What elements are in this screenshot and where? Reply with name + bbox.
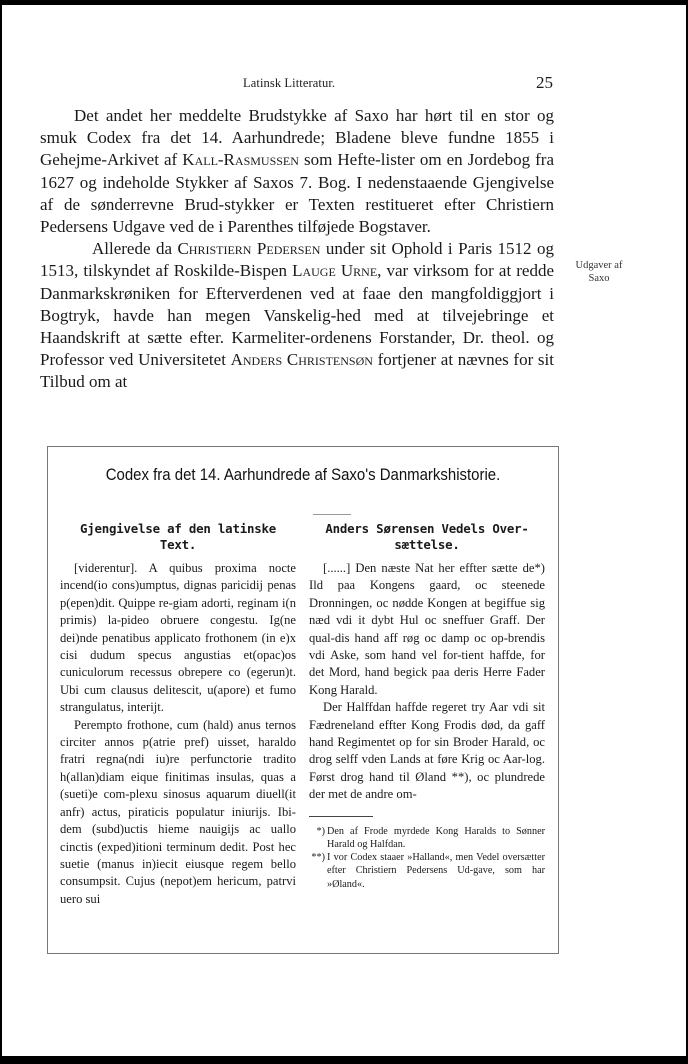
person-name: Kall-Rasmussen bbox=[182, 150, 299, 170]
danish-paragraph: Der Halffdan haffde regeret try Aar vdi sit Fædreneland effter Kong Frodis død, da gaff hand Regimentet op for sin Broder Harald, oc drog selff vden Lands at føre Krig oc Aar-log. Først drog hand til Øland **), oc plundrede der met de andre om- bbox=[309, 700, 545, 802]
margin-note: Udgaver af Saxo bbox=[575, 260, 623, 284]
danish-paragraph: [......] Den næste Nat her effter sætte de*) Ild paa Kongens gaard, oc steenede Dronningen, oc nødde Kongen at begiffue sig næd vdi it dybt Hul oc sneffuer Graff. Der qual-dis hand aff røg oc damp oc op-brendis vdi Aske, som hand vel for-tient haffde, for det Mord, hand begick paa deris Herre Fader Kong Harald. bbox=[309, 561, 545, 697]
footnote-text: Den af Frode myrdede Kong Haralds to Sønner Harald og Halfdan. bbox=[327, 825, 545, 850]
footnote bbox=[309, 851, 545, 891]
footnote-text: I vor Codex staaer »Halland«, men Vedel oversætter efter Christiern Pedersens Ud-gave, som har »Øland«. bbox=[327, 852, 545, 890]
latin-paragraph: [viderentur]. A quibus proxima nocte incend(io cons)umptus, dignas paricidij penas p(epen)dit. Quippe re-giam adorti, reginam i(n primis) la-pideo obruere congestu. Ig(ne dei)nde penatibus applicato frothonem (in e)x cisi dudum specus angustias et(opac)os cuniculorum recessus obrepere co (egerun)t. Ubi cum clausus delitescit, u(apore) et fumo strangulatus, interijt. bbox=[60, 561, 296, 715]
danish-column bbox=[309, 521, 545, 891]
paragraph-2: Allerede da Christiern Pedersen under sit Ophold i Paris 1512 og 1513, tilskyndet af Roskilde-Bispen Lauge Urne, var virksom for at redde Danmarkskrøniken for Efterverdenen ved at faae den mangfoldiggjort i Bogtryk, havde han megen Vanskelig-hed med at tilvejebringe et Haandskrift at sætte efter. Karmeliter-ordenens Forstander, Dr. theol. og Professor ved Universitetet Anders Christensøn fortjener at nævnes for sit Tilbud om at bbox=[40, 239, 554, 392]
latin-column-heading: Gjengivelse af den latinske Text. bbox=[79, 521, 276, 552]
footnote bbox=[309, 825, 545, 851]
body-text bbox=[40, 105, 554, 394]
page-number: 25 bbox=[536, 73, 553, 92]
running-head bbox=[0, 73, 688, 96]
latin-paragraph: Perempto frothone, cum (hald) anus ternos circiter annos p(atrie pref) uisset, haraldo fratri regna(ndi iu)re perfunctorie tradito h(allan)diam eique finitimas insulas, quas a (sueti)e com-plexu sinosus aquarum diuell(it anfr) actus, piraticis populatur iniurijs. Ibi-dem (subd)uctis hieme nauigijs ac uallo cinctis (exped)itioni terminum dedit. Post hec suetie (manus in)iecit eiusque regem bello consumpsit. Cujus (nepot)em hericum, patrvi uero sui bbox=[60, 717, 296, 906]
paragraph-1: Det andet her meddelte Brudstykke af Saxo har hørt til en stor og smuk Codex fra det 14. Aarhundrede; Bladene bleve fundne 1855 i Gehejme-Arkivet af Kall-Rasmussen som Hefte-lister om en Jordebog fra 1627 og indeholde Stykker af Saxos 7. Bog. I nedenstaaende Gjengivelse af de sønderrevne Brud-stykker er Texten restitueret efter Christiern Pedersens Udgave ved de i Parenthes tilføjede Bogstaver. bbox=[40, 106, 554, 237]
footnote-mark: *) bbox=[316, 825, 325, 837]
person-name: Lauge Urne bbox=[292, 261, 378, 281]
person-name: Christiern Pedersen bbox=[177, 239, 321, 259]
danish-column-heading: Anders Sørensen Vedels Over-sættelse. bbox=[325, 521, 529, 552]
footnotes bbox=[309, 825, 545, 891]
latin-column bbox=[60, 521, 296, 908]
footnote-divider bbox=[309, 816, 373, 817]
running-title: Latinsk Litteratur. bbox=[243, 76, 336, 90]
codex-box bbox=[47, 446, 559, 954]
person-name: Anders Christensøn bbox=[230, 350, 373, 370]
title-divider bbox=[313, 514, 351, 515]
codex-title: Codex fra det 14. Aarhundrede af Saxo's Danmarkshistorie. bbox=[105, 465, 501, 484]
footnote-mark: **) bbox=[311, 852, 325, 864]
